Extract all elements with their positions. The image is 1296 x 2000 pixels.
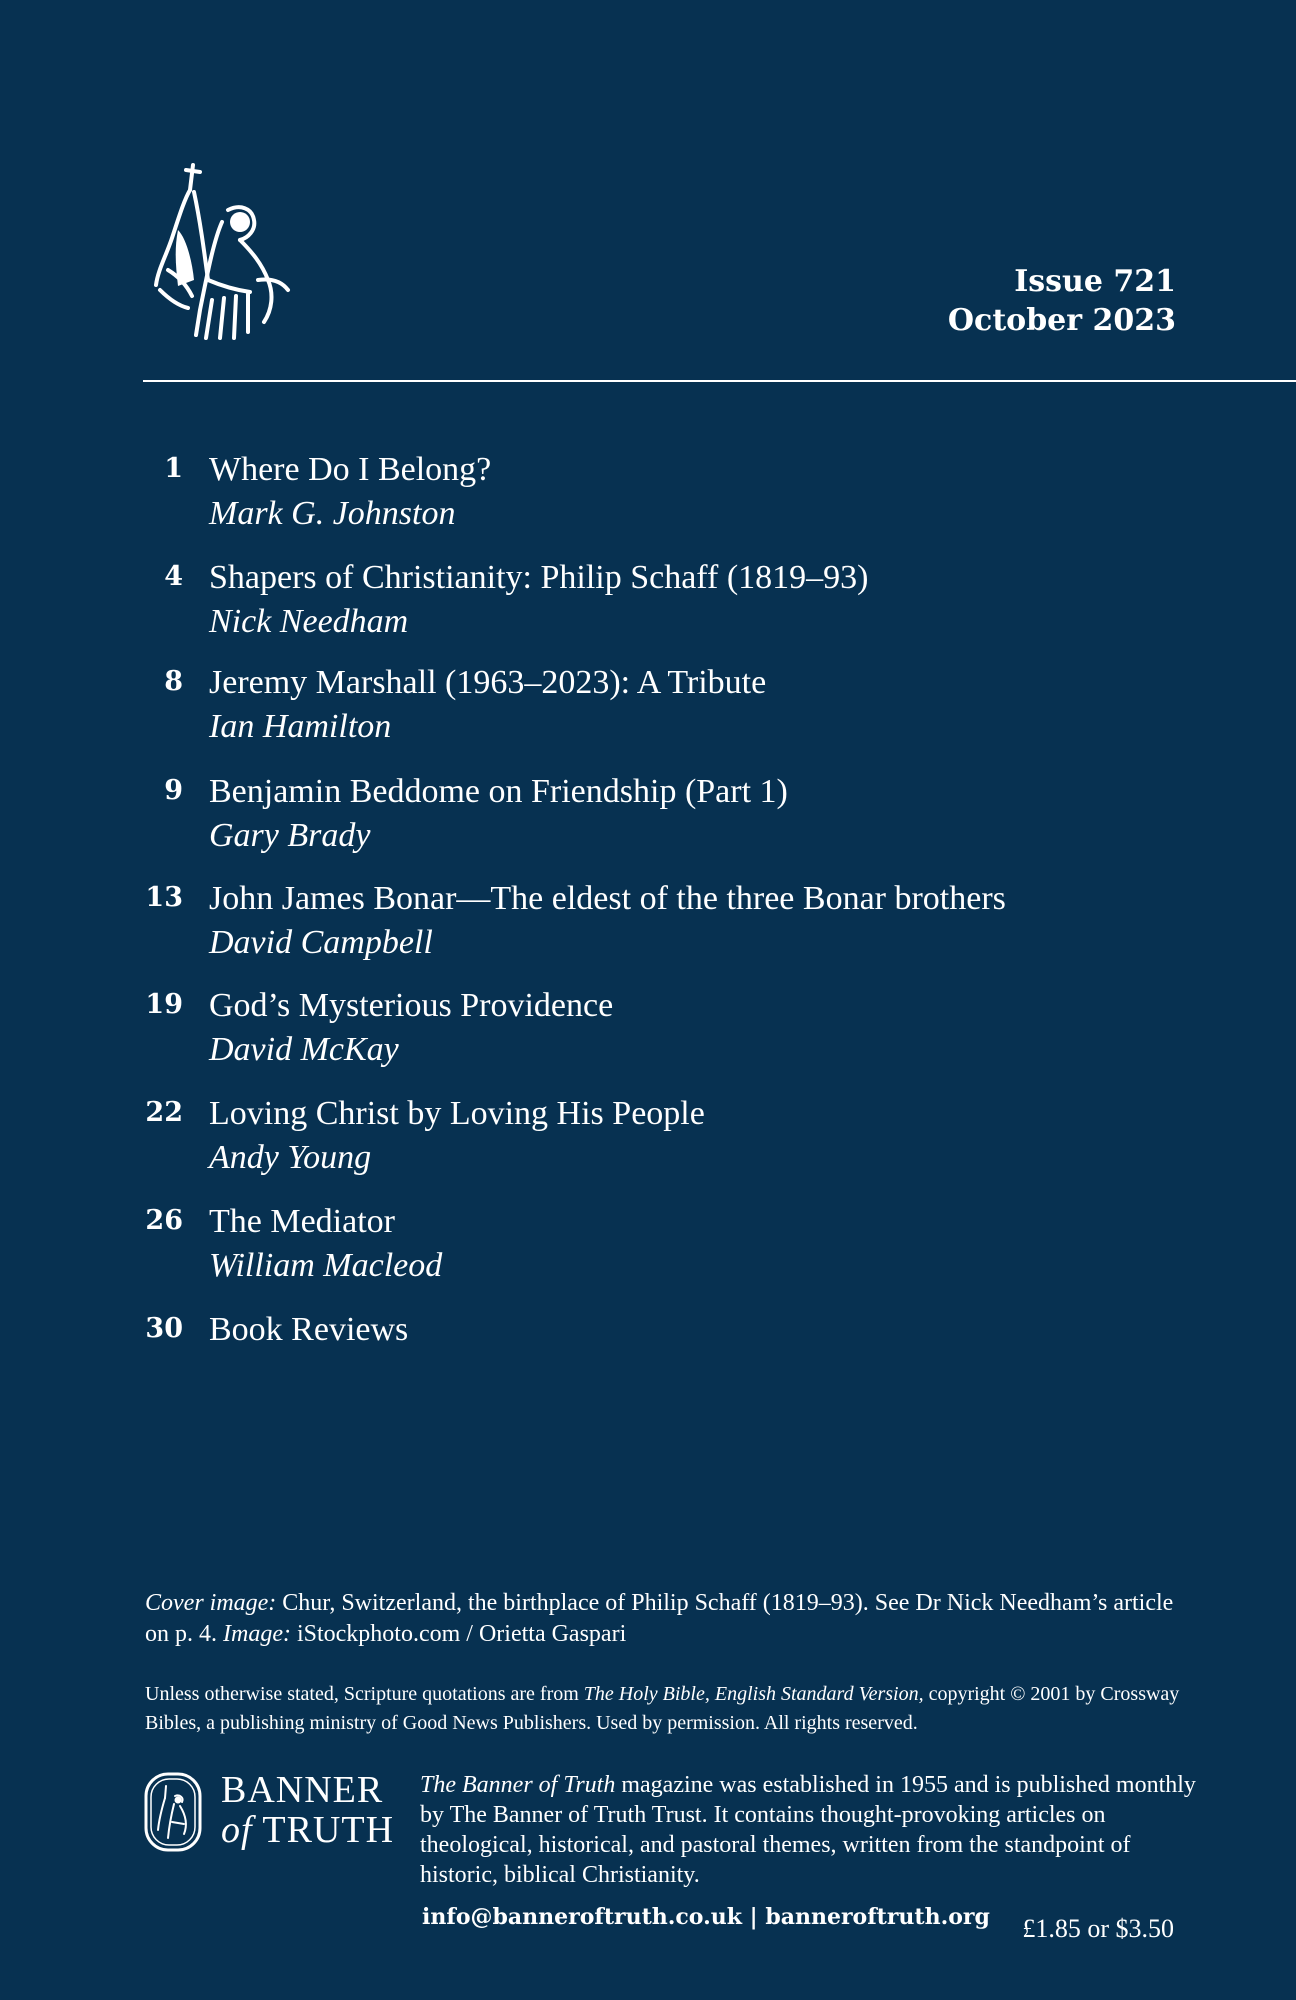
toc-title: The Mediator xyxy=(209,1203,395,1240)
banner-of-truth-wordmark xyxy=(221,1770,394,1850)
toc-author: Mark G. Johnston xyxy=(209,495,456,532)
wordmark-banner: BANNER xyxy=(221,1769,384,1811)
toc-page-number: 22 xyxy=(145,1097,183,1128)
wordmark-of: of xyxy=(221,1809,253,1851)
toc-title: Shapers of Christianity: Philip Schaff (1819–93) xyxy=(209,559,869,596)
bible-version-title: The Holy Bible, English Standard Version, xyxy=(583,1683,924,1705)
toc-author: David Campbell xyxy=(209,924,433,961)
wordmark-truth: TRUTH xyxy=(252,1809,395,1851)
toc-author: Gary Brady xyxy=(209,817,371,854)
toc-author: William Macleod xyxy=(209,1247,443,1284)
toc-author: David McKay xyxy=(209,1031,399,1068)
toc-title: Where Do I Belong? xyxy=(209,451,492,488)
image-credit-label: Image: xyxy=(223,1621,291,1647)
toc-page-number: 9 xyxy=(164,775,183,806)
issue-info xyxy=(948,262,1176,340)
toc-title: Jeremy Marshall (1963–2023): A Tribute xyxy=(209,664,767,701)
toc-page-number: 26 xyxy=(145,1205,183,1236)
scripture-notice-intro: Unless otherwise stated, Scripture quotations are from xyxy=(145,1683,584,1705)
magazine-description xyxy=(420,1770,1200,1890)
toc-page-number: 13 xyxy=(145,882,183,913)
issue-number: Issue 721 xyxy=(1014,264,1176,299)
toc-author: Nick Needham xyxy=(209,603,409,640)
toc-title: Benjamin Beddome on Friendship (Part 1) xyxy=(209,773,788,810)
toc-title: John James Bonar—The eldest of the three Bonar brothers xyxy=(209,880,1006,917)
scripture-notice xyxy=(145,1680,1205,1738)
banner-figure-logo xyxy=(148,160,298,340)
issue-date: October 2023 xyxy=(947,303,1176,338)
toc-author: Ian Hamilton xyxy=(209,708,392,745)
banner-of-truth-emblem xyxy=(144,1772,202,1852)
cover-image-text: Chur, Switzerland, the birthplace of Philip Schaff (1819–93). See Dr Nick Needham’s article on p. 4. xyxy=(145,1590,1174,1647)
scripture-notice-copyright: copyright © 2001 by Crossway Bibles, a publishing ministry of Good News Publishers. Used by permission. All rights reserved. xyxy=(145,1683,1180,1734)
toc-title: Book Reviews xyxy=(209,1311,409,1348)
toc-author: Andy Young xyxy=(209,1139,372,1176)
toc-page-number: 4 xyxy=(164,561,183,592)
toc-page-number: 30 xyxy=(145,1313,183,1344)
toc-page-number: 1 xyxy=(164,453,183,484)
cover-image-label: Cover image: xyxy=(145,1590,277,1616)
price: £1.85 or $3.50 xyxy=(1022,1914,1174,1943)
email-link[interactable]: info@banneroftruth.co.uk xyxy=(422,1904,742,1930)
toc-page-number: 19 xyxy=(145,989,183,1020)
contact-info xyxy=(422,1904,990,1930)
header-divider xyxy=(143,380,1296,382)
contact-separator: | xyxy=(742,1904,766,1930)
magazine-description-text: magazine was established in 1955 and is published monthly by The Banner of Truth Trust. It contains thought-provoking articles on theological, historical, and pastoral themes, written from the standpoint of historic, biblical Christianity. xyxy=(420,1772,1196,1888)
image-credit: iStockphoto.com / Orietta Gaspari xyxy=(290,1621,627,1647)
cover-image-note xyxy=(145,1588,1185,1650)
website-link[interactable]: banneroftruth.org xyxy=(765,1904,990,1930)
toc-page-number: 8 xyxy=(164,666,183,697)
toc-title: God’s Mysterious Providence xyxy=(209,987,614,1024)
magazine-title: The Banner of Truth xyxy=(420,1772,616,1798)
toc-title: Loving Christ by Loving His People xyxy=(209,1095,705,1132)
